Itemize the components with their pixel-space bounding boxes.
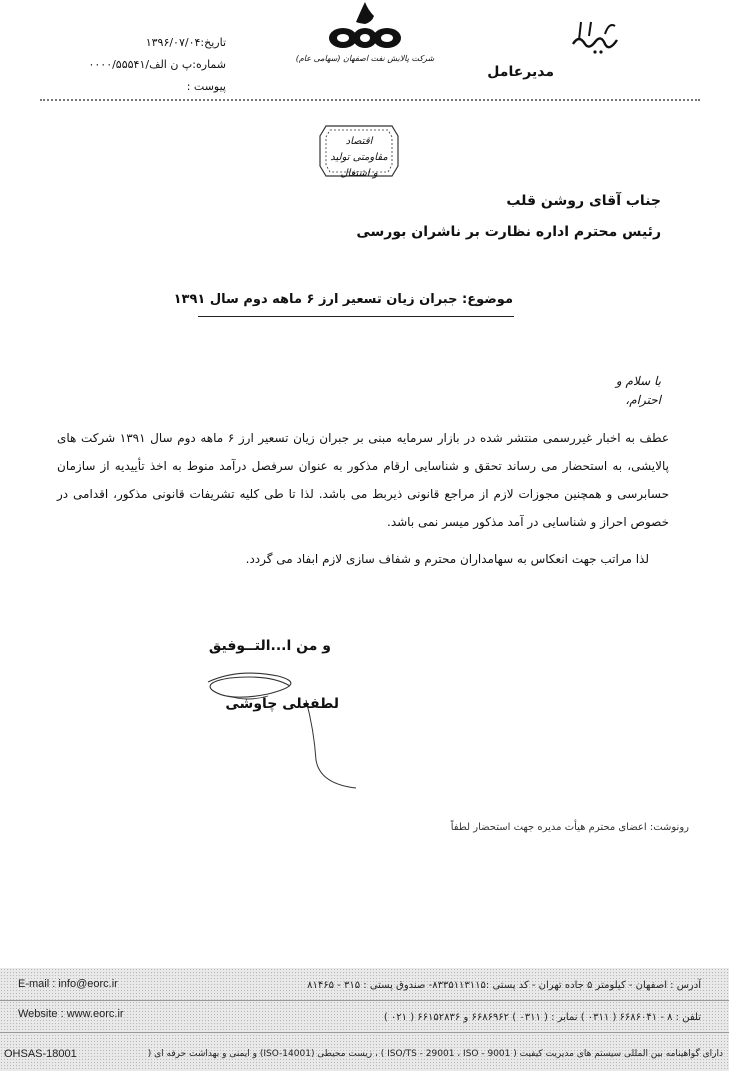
footer-certifications: دارای گواهینامه بین المللی سیستم های مدیریت کیفیت ( ISO/TS - 29001 ، ISO - 9001 ) ، زیست محیطی (ISO-14001) و ایمنی و بهداشت حرفه ای ( [147, 1049, 723, 1059]
greeting-text: با سلام و احترام، [615, 374, 661, 407]
footer-divider-2 [0, 1032, 729, 1033]
company-name: شرکت پالایش نفت اصفهان (سهامی عام) [295, 54, 435, 63]
letter-attachment: پیوست : [186, 80, 226, 93]
header-divider [40, 99, 700, 101]
director-label: مدیرعامل [487, 64, 554, 80]
sign-off: و من ا...التــوفیق [208, 638, 331, 654]
slogan-seal [316, 120, 402, 182]
footer-divider-1 [0, 1000, 729, 1001]
handwritten-signature [188, 660, 368, 790]
letter-subject: موضوع: جبران زیان تسعیر ارز ۶ ماهه دوم سال ۱۳۹۱ [173, 292, 513, 307]
carbon-copy: رونوشت: اعضای محترم هیأت مدیره جهت استحضار لطفاً [450, 822, 689, 833]
subject-underline [198, 316, 514, 317]
letter-date: تاریخ:۱۳۹۶/۰۷/۰۴ [145, 36, 226, 49]
footer-email: E-mail : info@eorc.ir [18, 978, 118, 990]
letter-number: شماره:پ ن الف/۰۰۰۰/۵۵۵۴۱ [88, 58, 226, 71]
addressee-title: رئیس محترم اداره نظارت بر ناشران بورسی [356, 224, 661, 240]
footer-address: آدرس : اصفهان - کیلومتر ۵ جاده تهران - کد پستی :۸۳۳۵۱۱۳۱۱۵- صندوق پستی : ۳۱۵ - ۸۱۴۶۵ [307, 980, 701, 991]
letter-body [57, 424, 669, 536]
letter-meta [86, 32, 226, 98]
addressee-name: جناب آقای روشن قلب [506, 193, 661, 209]
signer-name: لطفعلی چاوشی [225, 696, 339, 712]
closing-line: لذا مراتب جهت انعکاس به سهامداران محترم و شفاف سازی لازم ابفاد می گردد. [245, 552, 649, 566]
company-logo [295, 2, 435, 74]
bismillah-calligraphy [565, 14, 625, 58]
body-paragraph: عطف به اخبار غیررسمی منتشر شده در بازار سرمایه مبنی بر جبران زیان تسعیر ارز ۶ ماهه دوم سال ۱۳۹۱ شرکت های پالایشی، به استحضار می رساند تحقق و شناسایی ارقام مذکور به عنوان سرفصل درآمد منوط به اخذ تأییدیه از سازمان حسابرسی و همچنین مجوزات لازم از مراجع قانونی ذیربط می باشد. لذا تا طی کلیه تشریفات قانونی مذکور، اقدامی در خصوص احراز و شناسایی در آمد مذکور میسر نمی باشد. [57, 431, 669, 529]
footer-phone: تلفن : ۸ - ۶۶۸۶۰۴۱ ( ۰۳۱۱ ) نمابر : ( ۰۳۱۱ ) ۶۶۸۶۹۶۲ و ۶۶۱۵۲۸۳۶ ( ۰۲۱ ) [383, 1012, 701, 1023]
greeting [591, 370, 661, 407]
footer-website: Website : www.eorc.ir [18, 1008, 124, 1020]
footer-cert-ohsas: OHSAS-18001 [4, 1048, 77, 1060]
seal-text: اقتصاد مقاومتی تولید و اشتغال [330, 136, 388, 179]
